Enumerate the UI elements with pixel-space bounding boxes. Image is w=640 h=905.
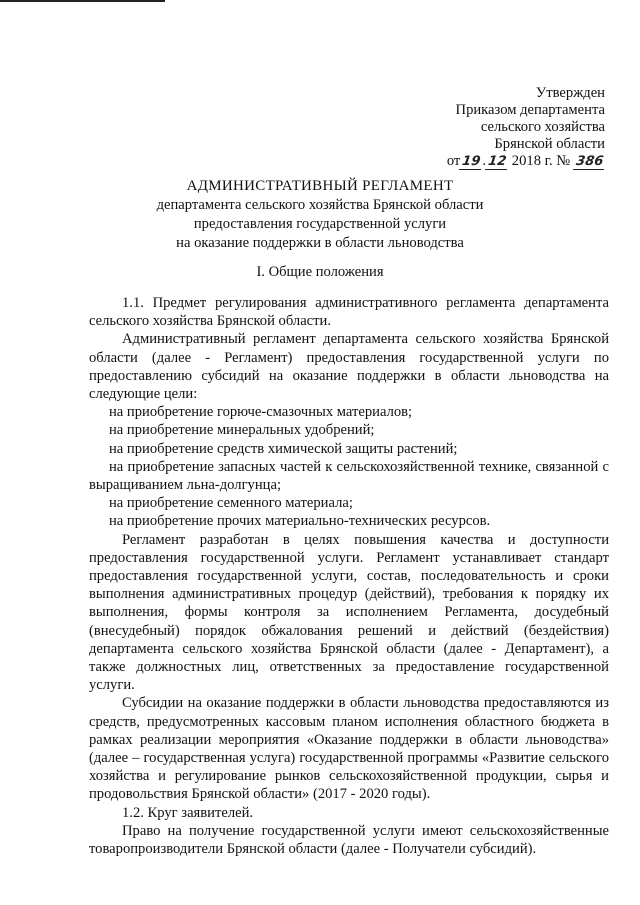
goal-item: на приобретение прочих материально-технических ресурсов. bbox=[109, 513, 491, 530]
paragraph-1-2: 1.2. Круг заявителей. bbox=[122, 804, 254, 821]
paragraph-regulation: Административный регламент департамента сельского хозяйства Брянской области (далее - Регламент) предоставления государственной услуги по предоставлению субсидий на оказание поддержки в области льноводства на следующие цели: bbox=[89, 331, 609, 403]
date-day: 19 bbox=[459, 155, 483, 170]
document-header bbox=[0, 177, 640, 253]
document-title: АДМИНИСТРАТИВНЫЙ РЕГЛАМЕНТ bbox=[186, 178, 454, 194]
approval-line-2: Приказом департамента bbox=[455, 102, 605, 118]
document-body bbox=[89, 294, 609, 858]
goal-item: на приобретение запасных частей к сельскохозяйственной технике, связанной с выращиванием льна-долгунца; bbox=[89, 458, 609, 494]
paragraph-purpose: Регламент разработан в целях повышения качества и доступности предоставления государственной услуги. Регламент устанавливает стандарт предоставления государственной услуги, состав, последовательность и сроки выполнения административных процедур (действий), требования к порядку их выполнения, формы контроля за исполнением Регламента, досудебный (внесудебный) порядок обжалования решений и действий (бездействия) департамента сельского хозяйства Брянской области (далее - Департамент), а также должностных лиц, ответственных за предоставление государственной услуги. bbox=[89, 531, 609, 694]
section-title: I. Общие положения bbox=[256, 264, 384, 280]
date-prefix: от bbox=[446, 153, 461, 169]
goal-item: на приобретение горюче-смазочных материалов; bbox=[109, 404, 413, 421]
approval-date-line: от19.12 2018 г. № 386 bbox=[446, 153, 605, 169]
order-number: 386 bbox=[573, 155, 606, 170]
approval-stamp bbox=[447, 85, 605, 170]
document-subtitle-1: департамента сельского хозяйства Брянской области bbox=[156, 197, 484, 213]
approval-line-4: Брянской области bbox=[494, 136, 605, 152]
goal-item: на приобретение семенного материала; bbox=[109, 495, 353, 512]
date-month: 12 bbox=[485, 155, 509, 170]
paragraph-applicants: Право на получение государственной услуги имеют сельскохозяйственные товаропроизводители Брянской области (далее - Получатели субсидий). bbox=[89, 822, 609, 858]
document-subtitle-3: на оказание поддержки в области льноводства bbox=[176, 235, 464, 251]
approval-line-1: Утвержден bbox=[535, 85, 605, 101]
date-year: 2018 г. № bbox=[511, 153, 571, 169]
paragraph-subsidies: Субсидии на оказание поддержки в области льноводства предоставляются из средств, предусмотренных кассовым планом исполнения областного бюджета в рамках реализации мероприятия «Оказание поддержки в области льноводства» (далее – государственная услуга) государственной программы «Развитие сельского хозяйства и регулирование рынков сельскохозяйственной продукции, сырья и продовольствия Брянской области» (2017 - 2020 годы). bbox=[89, 695, 609, 803]
document-subtitle-2: предоставления государственной услуги bbox=[193, 216, 447, 232]
goal-item: на приобретение средств химической защиты растений; bbox=[109, 440, 458, 457]
paragraph-1-1: 1.1. Предмет регулирования административного регламента департамента сельского хозяйства Брянской области. bbox=[89, 295, 609, 330]
top-rule bbox=[0, 0, 165, 2]
goal-item: на приобретение минеральных удобрений; bbox=[109, 422, 375, 439]
approval-line-3: сельского хозяйства bbox=[480, 119, 605, 135]
